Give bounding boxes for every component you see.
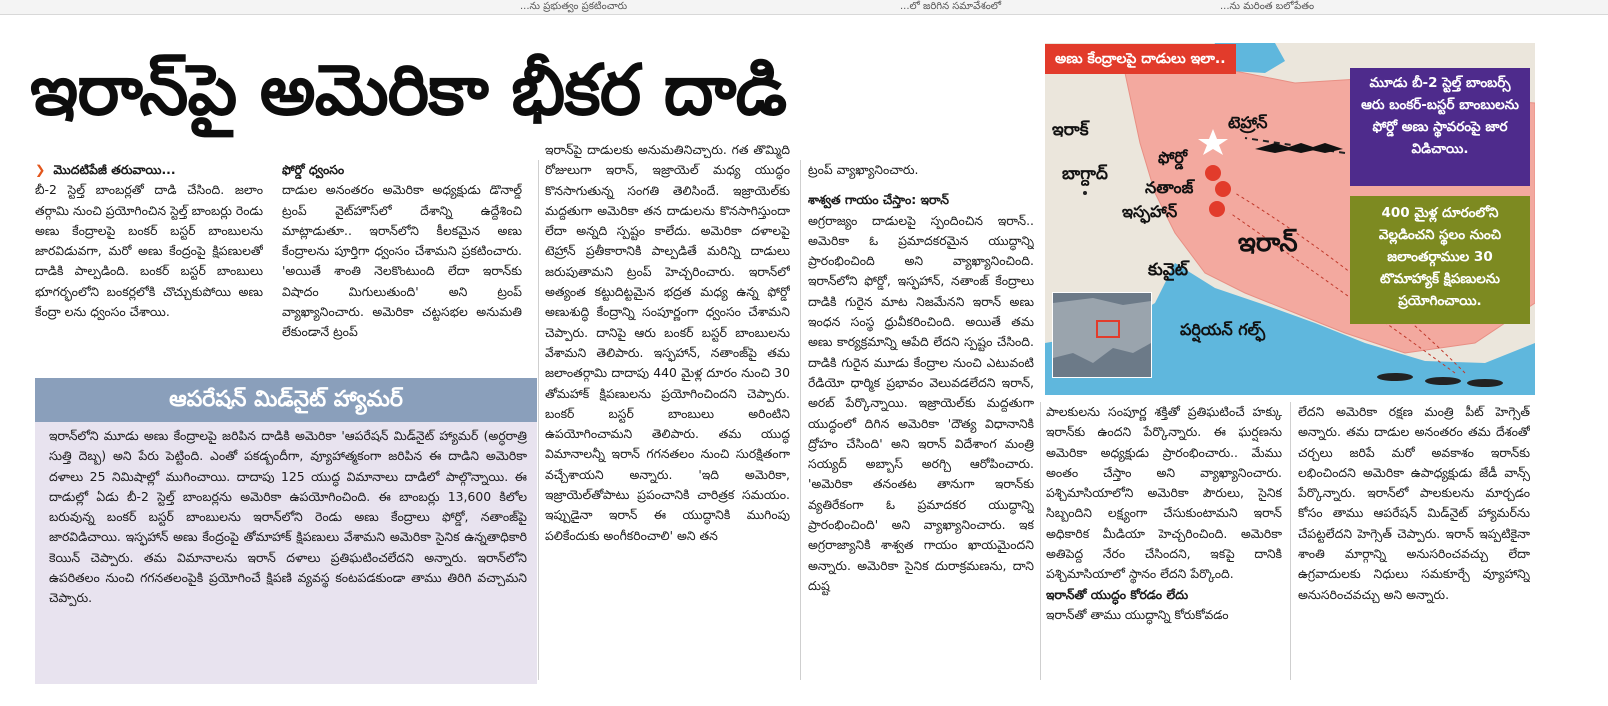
map-title: అణు కేంద్రాలపై దాడులు ఇలా..: [1045, 44, 1236, 74]
column-6: [1298, 402, 1530, 680]
column-5: [1046, 402, 1282, 680]
chevron-right-icon: ❯: [35, 162, 46, 177]
column-5-body: పాలకులను సంపూర్ణ శక్తితో ప్రతిఘటించే హక్కు ఇరాన్‌కు ఉందని పేర్కొన్నారు. ఈ ఘర్షణను అమెరికా అధ్యక్షుడు ప్రారంభించారు.. మేము అంతం చేస్తాం అని వ్యాఖ్యానించారు. పశ్చిమాసియాలోని అమెరికా పౌరులు, సైనిక సిబ్బందిని లక్ష్యంగా చేసుకుంటామని ఇరాన్ అధికారిక మీడియా హెచ్చరించింది. అమెరికా అతిపెద్ద నేరం చేసిందని, ఇకపై దానికి పశ్చిమాసియాలో స్థానం లేదని పేర్కొంది.: [1046, 404, 1282, 582]
box-title: ఆపరేషన్ మిడ్‌నైట్ హ్యామర్: [35, 378, 537, 422]
top-strip-fragment: ...ను ప్రభుత్వం ప్రకటించారు: [520, 1, 628, 12]
kicker: [35, 160, 263, 180]
callout-bombers: మూడు బీ-2 స్టెల్త్ బాంబర్స్ ఆరు బంకర్-బస్టర్ బాంబులను ఫోర్డో అణు స్థావరంపై జార విడిచాయి.: [1350, 68, 1530, 186]
label-baghdad: బాగ్దాద్: [1062, 164, 1108, 184]
locator-map: [1052, 292, 1152, 378]
kicker-text: మొదటిపేజీ తరువాయి...: [53, 162, 176, 177]
locator-drawing: [1053, 293, 1151, 377]
column-6-body: లేదని అమెరికా రక్షణ మంత్రి పీట్ హెగ్సెత్ అన్నారు. తమ దాడుల అనంతరం తమ దేశంతో చర్చలు జరిపే మరో అవకాశం ఇరాన్‌కు లభించిందని అమెరికా ఉపాధ్యక్షుడు జేడీ వాన్స్ పేర్కొన్నారు. ఇరాన్‌లో పాలకులను మార్చడం కోసం తాము ఆపరేషన్ మిడ్‌నైట్ హ్యామర్‌ను చేపట్టలేదని హెగ్సెత్ చెప్పారు. ఇరాన్ ఇప్పటికైనా శాంతి మార్గాన్ని అనుసరించవచ్చు లేదా ఉగ్రవాదులకు నిధులు సమకూర్చే వ్యూహాన్ని అనుసరించవచ్చు అని అన్నారు.: [1298, 404, 1530, 602]
column-rule: [1040, 402, 1041, 680]
column-3: [545, 140, 790, 680]
column-4: [808, 160, 1034, 680]
column-4-body: అగ్రరాజ్యం దాడులపై స్పందించిన ఇరాన్.. అమెరికా ఓ ప్రమాదకరమైన యుద్ధాన్ని ప్రారంభించింది అని వ్యాఖ్యానించింది. ఇరాన్‌లోని ఫోర్డో, ఇస్ఫహాన్, నతాంజ్ కేంద్రాలు దాడికి గురైన మాట నిజమేనని ఇరాన్ అణు ఇంధన సంస్థ ధ్రువీకరించింది. అయితే తమ అణు కార్యక్రమాన్ని ఆపేది లేదని స్పష్టం చేసింది. దాడికి గురైన మూడు కేంద్రాల నుంచి ఎటువంటి రేడియో ధార్మిక ప్రభావం వెలువడలేదని ఇరాన్, అరబ్ పేర్కొన్నాయి. ఇజ్రాయెల్‌కు మద్దతుగా యుద్ధంలో దిగిన అమెరికా 'దౌత్య విధానానికి ద్రోహం చేసింది' అని ఇరాన్ విదేశాంగ మంత్రి సయ్యద్ అబ్బాస్ అరగ్చి ఆరోపించారు. 'అమెరికా తనంతట తానుగా ఇరాన్‌కు వ్యతిరేకంగా ఓ ప్రమాదకర యుద్ధాన్ని ప్రారంభించింది' అని వ్యాఖ్యానించారు. ఇక అగ్రరాజ్యానికి శాశ్వత గాయం ఖాయమైందని అన్నారు. అమెరికా సైనిక దురాక్రమణను, దాని దుష్ట: [808, 212, 1034, 593]
column-rule: [538, 160, 539, 680]
column-2: [282, 160, 522, 370]
column-4-lead: ట్రంప్ వ్యాఖ్యానించారు.: [808, 162, 919, 177]
top-strip-fragment: ...ను మరింత బలోపేతం: [1220, 1, 1315, 12]
label-iraq: ఇరాక్: [1052, 120, 1089, 140]
strike-icon: [1209, 201, 1225, 217]
strike-icon: [1215, 181, 1231, 197]
label-persian-gulf: పర్షియన్ గల్ఫ్: [1180, 320, 1266, 339]
label-fordo: ఫోర్డో: [1158, 148, 1188, 167]
baghdad-dot: [1083, 191, 1087, 195]
operation-box: [35, 422, 537, 684]
label-natanz: నతాంజ్: [1145, 178, 1194, 197]
label-iran: ఇరాన్: [1238, 228, 1298, 258]
box-body-text: ఇరాన్‌లోని మూడు అణు కేంద్రాలపై జరిపిన దాడికి అమెరికా 'ఆపరేషన్ మిడ్‌నైట్ హ్యామర్ (అర్ధరాత్రి సుత్తి దెబ్బ) అని పేరు పెట్టింది. ఎంతో పకడ్బందీగా, వ్యూహాత్మకంగా జరిపిన ఈ దాడిని అమెరికా దళాలు 25 నిమిషాల్లో ముగించాయి. దాదాపు 125 యుద్ధ విమానాలు దాడిలో పాల్గొన్నాయి. ఈ దాడుల్లో ఏడు బీ-2 స్టెల్త్ బాంబర్లను అమెరికా ఉపయోగించింది. ఈ బాంబర్లు 13,600 కిలోల బరువున్న బంకర్ బస్టర్ బాంబులను ఇరాన్‌లోని రెండు అణు కేంద్రాలు ఫోర్డో, నతాంజ్‌పై జారవిడిచాయి. ఇస్ఫహాన్ అణు కేంద్రంపై తోమాహాక్ క్షిపణులు వేశామని అమెరికా సైనిక ఉన్నతాధికారి కెయిన్ చెప్పారు. తమ విమానాలను ఇరాన్ దళాలు ప్రతిఘటించలేదని అన్నారు. ఇరాన్‌లోని ఉపరితలం నుంచి గగనతలంపైకి ప్రయోగించే క్షిపణి వ్యవస్థ కంటపడకుండా తాము తిరిగి వచ్చామని చెప్పారు.: [49, 428, 527, 606]
headline: ఇరాన్‌పై అమెరికా భీకర దాడి: [30, 49, 787, 131]
column-rule: [800, 160, 801, 680]
top-strip: [0, 0, 1608, 15]
spacer: [808, 180, 1034, 190]
column-rule: [1290, 402, 1291, 680]
label-tehran: టెహ్రాన్: [1228, 113, 1268, 132]
label-kuwait: కువైట్: [1148, 260, 1188, 280]
column-2-subhead: ఫోర్డో ధ్వంసం: [282, 162, 345, 177]
callout-submarines: 400 మైళ్ల దూరంలోని వెల్లడించని స్థలం నుంచి జలాంతర్గాముల 30 టొమాహ్యాక్ క్షిపణులను ప్రయోగించాయి.: [1350, 196, 1530, 324]
submarine-icon: [1377, 373, 1413, 381]
column-1: [35, 160, 263, 370]
column-1-body: బీ-2 స్టెల్త్ బాంబర్లతో దాడి చేసింది. జలాం తర్గామి నుంచి ప్రయోగించిన స్టెల్త్ బాంబర్లు రెండు అణు కేంద్రాలపై బంకర్ బస్టర్ బాంబులను జారవిడువగా, మరో అణు కేంద్రంపై క్షిపణులతో దాడికి పాల్పడింది. బంకర్ బస్టర్ బాంబులు భూగర్భంలోని బంకర్లలోకి చొచ్చుకుపోయి అణు కేంద్రా లను ధ్వంసం చేశాయి.: [35, 182, 263, 320]
strike-icon: [1205, 165, 1221, 181]
top-strip-fragment: ...లో జరిగిన సమావేశంలో: [900, 1, 1002, 12]
column-5-body-2: ఇరాన్‌తో తాము యుద్ధాన్ని కోరుకోవడం: [1046, 606, 1229, 622]
box-body: [35, 422, 537, 682]
column-3-body: ఇరాన్‌పై దాడులకు అనుమతినిచ్చారు. గత తొమ్మిది రోజులుగా ఇరాన్, ఇజ్రాయెల్ మధ్య యుద్ధం కొనసాగుతున్న సంగతి తెలిసిందే. ఇజ్రాయెల్‌కు మద్దతుగా అమెరికా తన దాడులను కొనసాగిస్తుందా లేదా అన్నది స్పష్టం కాలేదు. అమెరికా దళాలపై టెహ్రాన్ ప్రతీకారానికి పాల్పడితే మరిన్ని దాడులు జరుపుతామని ట్రంప్ హెచ్చరించారు. ఇరాన్‌లో అత్యంత కట్టుదిట్టమైన భద్రత మధ్య ఉన్న ఫోర్డో అణుశుద్ధి కేంద్రాన్ని సంపూర్ణంగా ధ్వంసం చేశామని చెప్పారు. దానిపై ఆరు బంకర్ బస్టర్ బాంబులను వేశామని తెలిపారు. ఇస్ఫహాన్, నతాంజ్‌పై తమ జలాంతర్గామి దాదాపు 440 మైళ్ల దూరం నుంచి 30 తోమహాక్ క్షిపణులను ప్రయోగించిందని చెప్పారు. బంకర్ బస్టర్ బాంబులు అరింటిని ఉపయోగించామని తెలిపారు. తమ యుద్ధ విమానాలన్నీ ఇరాన్ గగనతలం నుంచి సురక్షితంగా వచ్చేశాయని అన్నారు. 'ఇది అమెరికా, ఇజ్రాయెల్‌తోపాటు ప్రపంచానికి చారిత్రక సమయం. ఇప్పుడైనా ఇరాన్ ఈ యుద్ధానికి ముగింపు పలికేందుకు అంగీకరించాలి' అని తన: [545, 142, 790, 543]
column-2-body: దాడుల అనంతరం అమెరికా అధ్యక్షుడు డొనాల్డ్ ట్రంప్ వైట్‌హౌస్‌లో దేశాన్ని ఉద్దేశించి మాట్లాడుతూ.. ఇరాన్‌లోని కీలకమైన అణు కేంద్రాలను పూర్తిగా ధ్వంసం చేశామని ప్రకటించారు. 'అయితే శాంతి నెలకొంటుంది లేదా ఇరాన్‌కు విషాదం మిగులుతుంది' అని ట్రంప్ వ్యాఖ్యానించారు. అమెరికా చట్టసభల అనుమతి లేకుండానే ట్రంప్: [282, 182, 522, 340]
column-5-subhead: ఇరాన్‌తో యుద్ధం కోరడం లేదు: [1046, 586, 1189, 602]
submarine-icon: [1467, 379, 1503, 387]
column-4-subhead: శాశ్వత గాయం చేస్తాం: ఇరాన్: [808, 192, 949, 208]
submarine-icon: [1425, 377, 1461, 385]
label-isfahan: ఇస్ఫహాన్: [1122, 202, 1178, 221]
